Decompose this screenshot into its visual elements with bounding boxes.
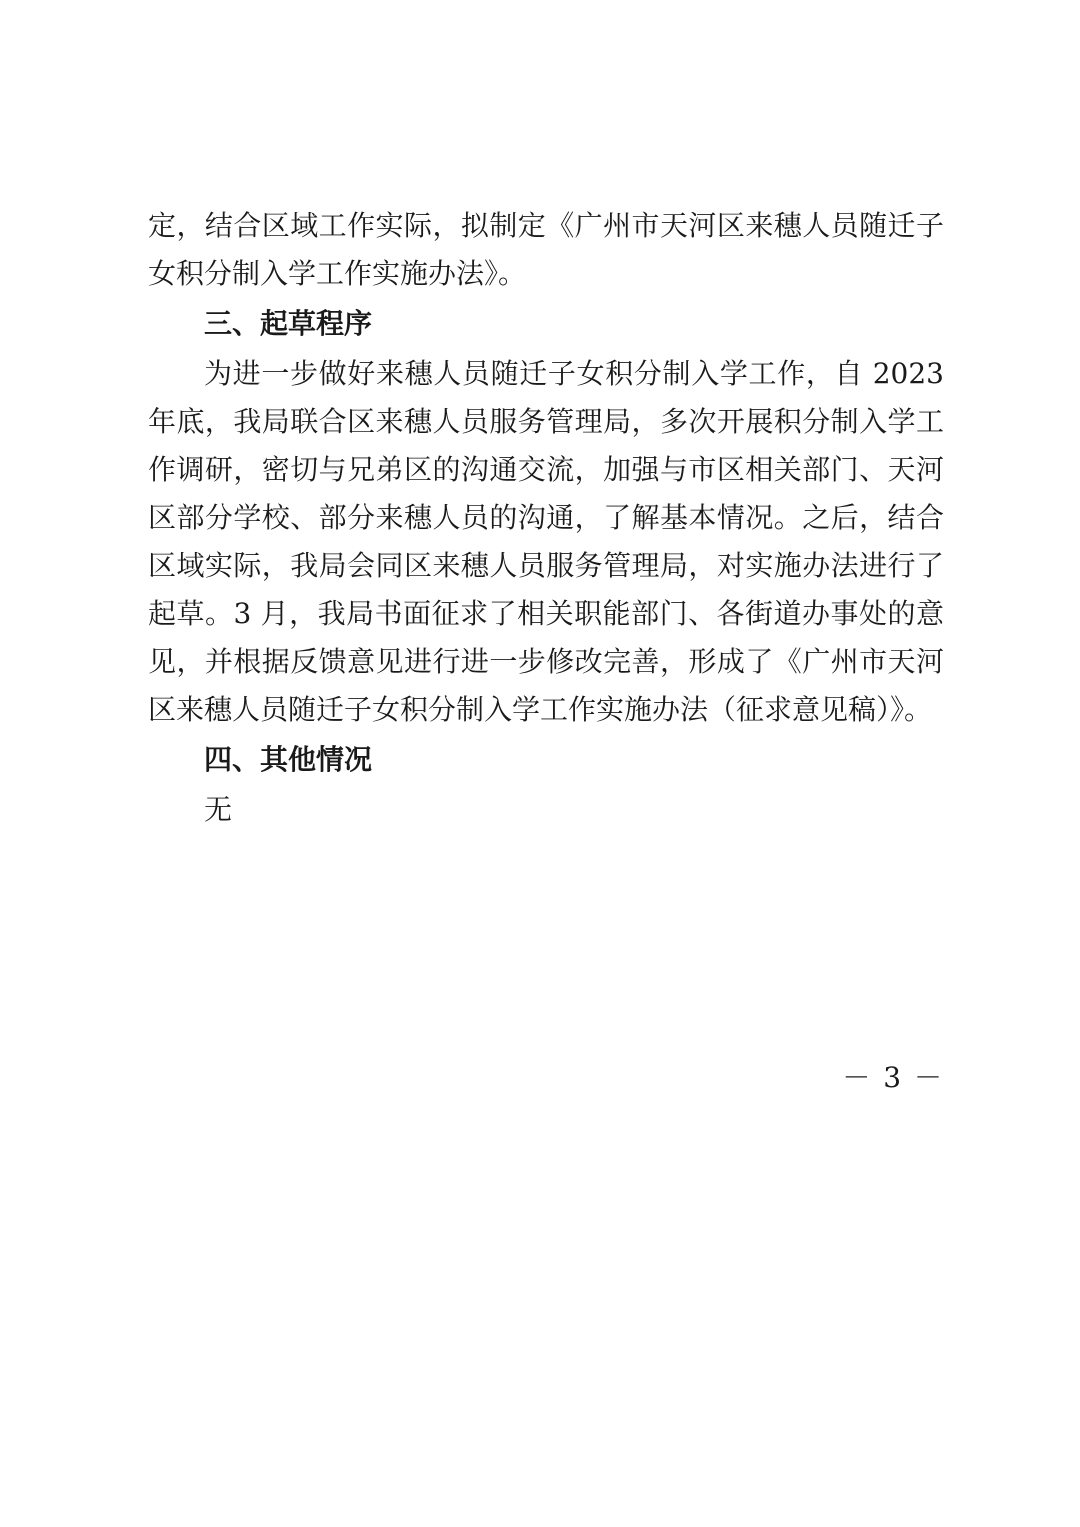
document-body — [148, 202, 944, 834]
paragraph-other: 无 — [204, 793, 233, 826]
section-heading-other: 四、其他情况 — [204, 743, 373, 776]
section-heading-drafting-procedure: 三、起草程序 — [204, 307, 373, 340]
page-number: － 3 － — [842, 1061, 944, 1094]
paragraph-intro-tail: 定，结合区域工作实际，拟制定《广州市天河区来穗人员随迁子女积分制入学工作实施办法》。 — [148, 209, 944, 290]
paragraph-drafting-procedure: 为进一步做好来穗人员随迁子女积分制入学工作，自 2023 年底，我局联合区来穗人员服务管理局，多次开展积分制入学工作调研，密切与兄弟区的沟通交流，加强与市区相关部门、天河区部分学校、部分来穗人员的沟通，了解基本情况。之后，结合区域实际，我局会同区来穗人员服务管理局，对实施办法进行了起草。3 月，我局书面征求了相关职能部门、各街道办事处的意见，并根据反馈意见进行进一步修改完善，形成了《广州市天河区来穗人员随迁子女积分制入学工作实施办法（征求意见稿）》。 — [148, 357, 944, 726]
